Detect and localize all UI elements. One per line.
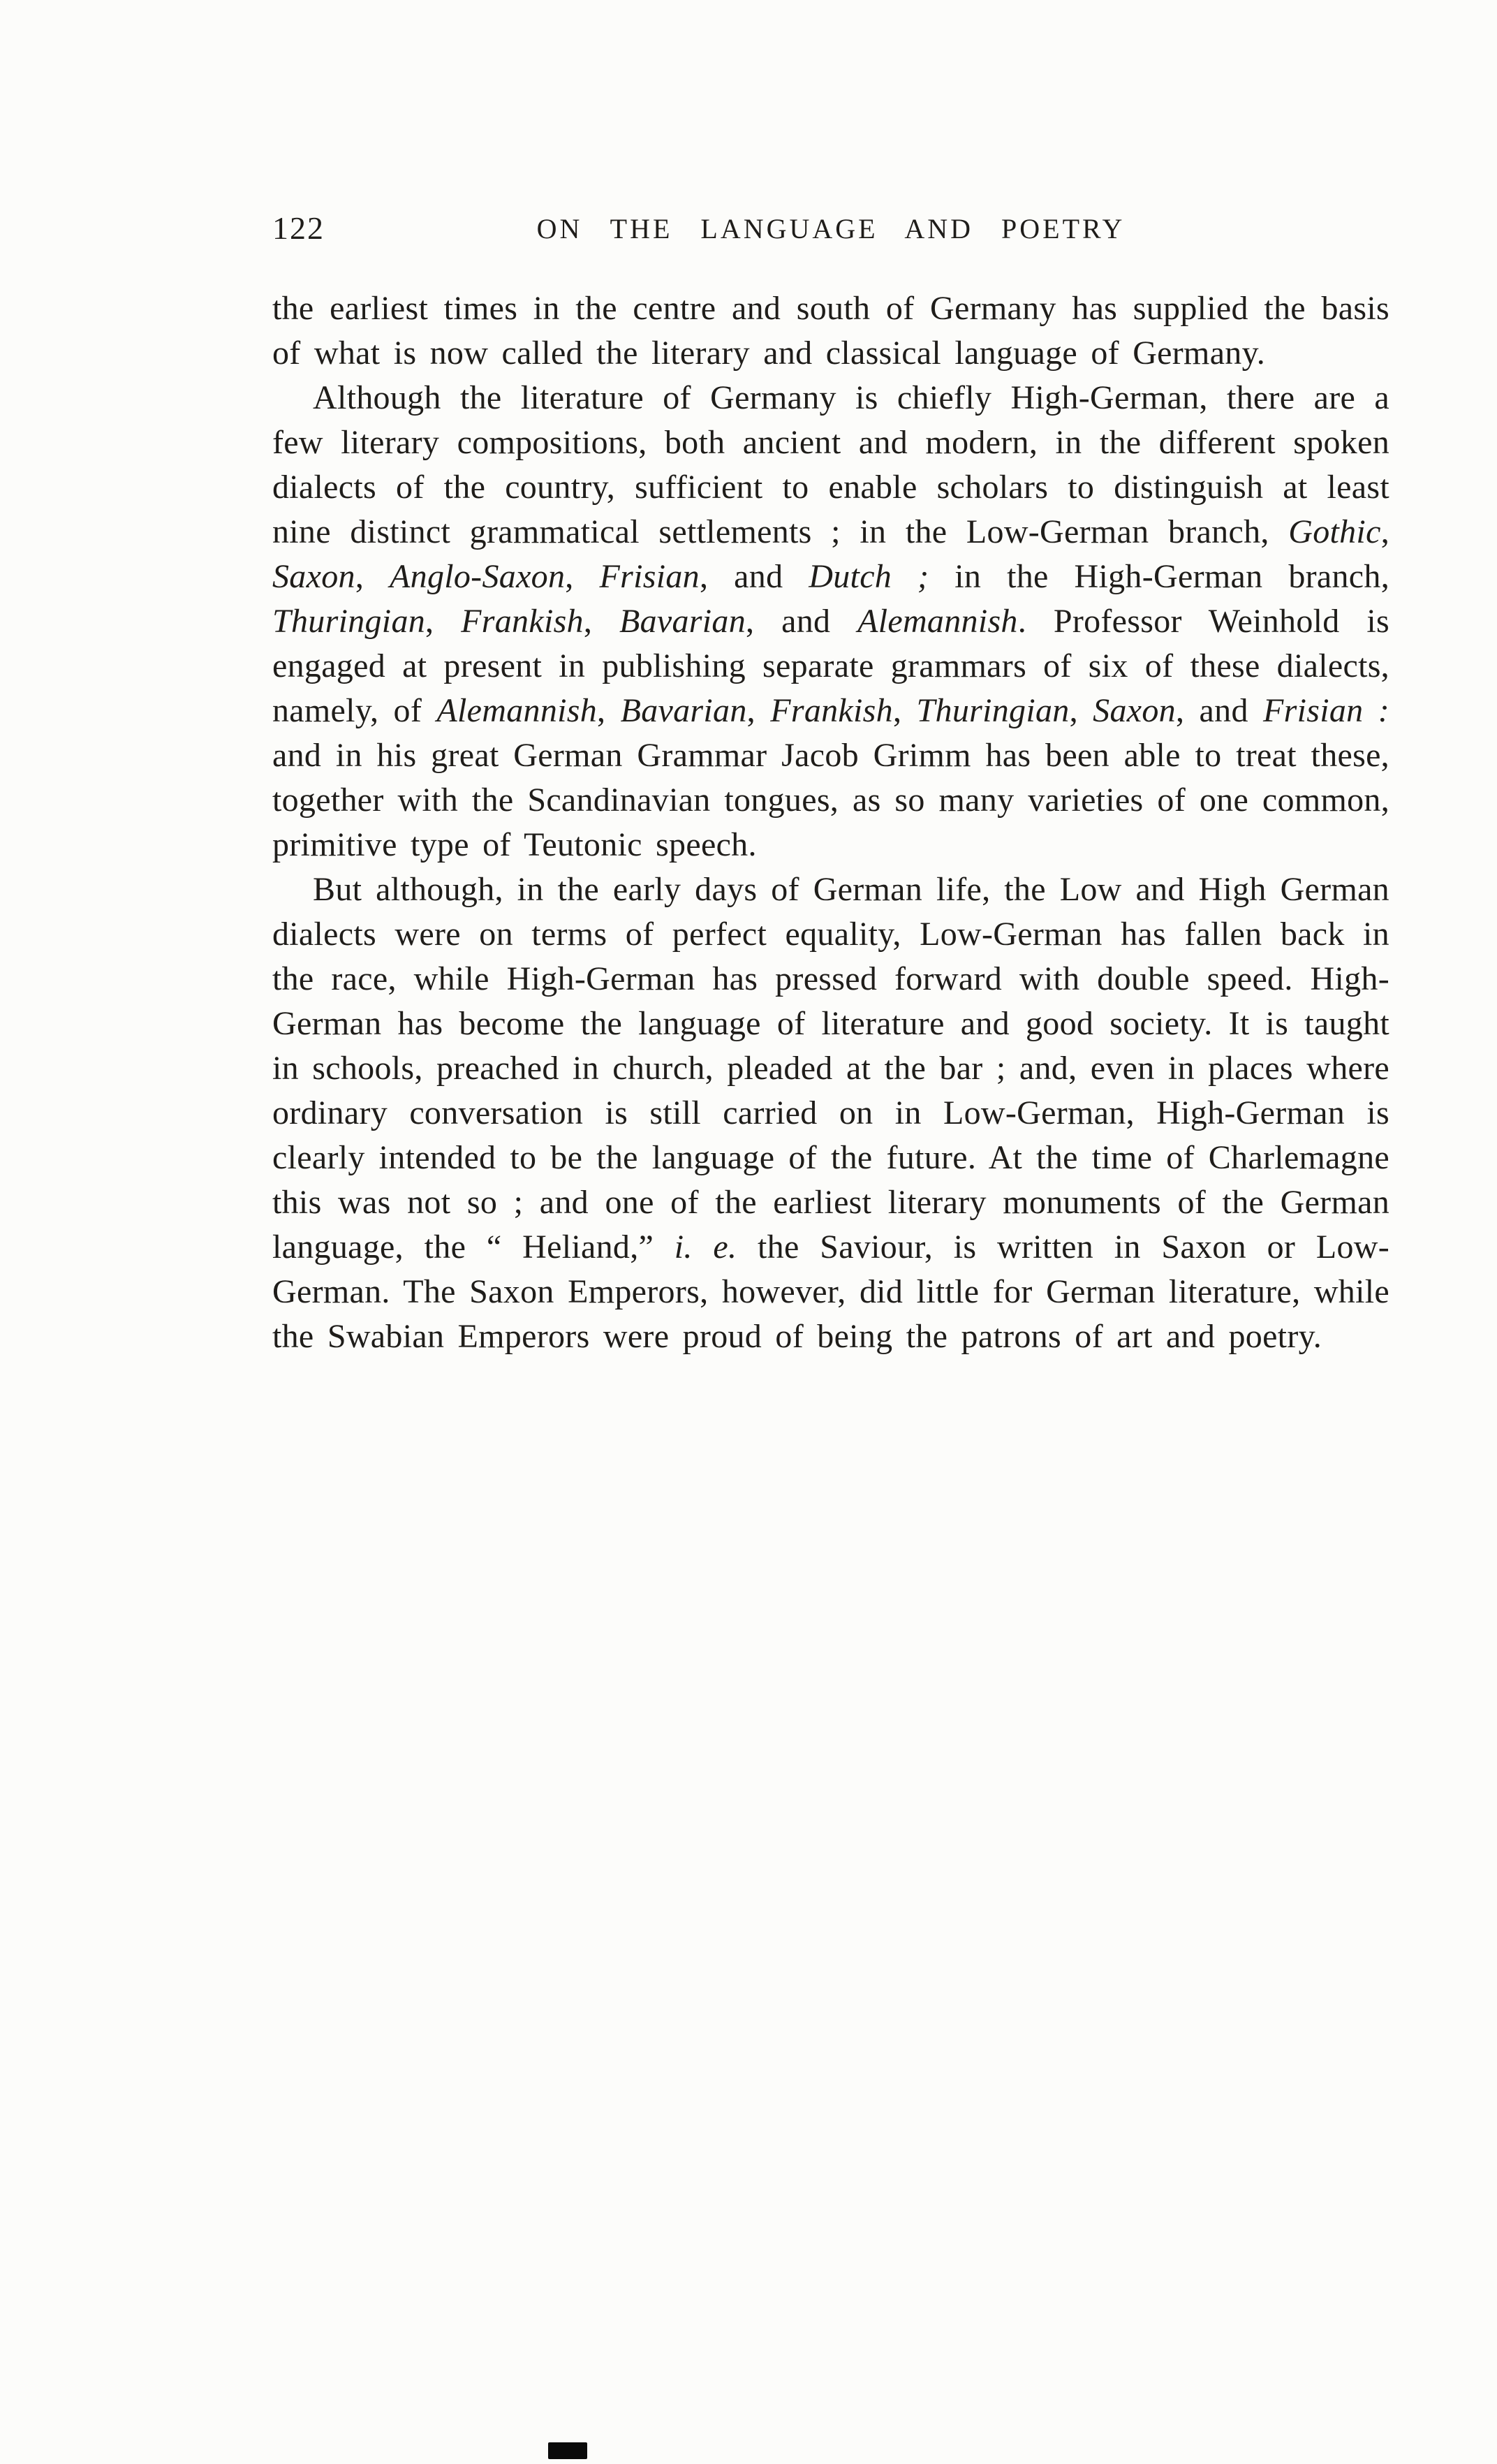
- italic-text-segment: Bavarian: [619, 603, 746, 640]
- paragraph: [272, 286, 1389, 376]
- italic-text-segment: Frisian :: [1263, 692, 1390, 729]
- text-segment: ,: [583, 603, 619, 640]
- italic-text-segment: Frisian: [599, 558, 700, 595]
- italic-text-segment: Thuringian: [916, 692, 1070, 729]
- text-segment: ,: [1380, 513, 1389, 550]
- italic-text-segment: i. e.: [674, 1229, 737, 1266]
- text-segment: in the High-German branch,: [929, 558, 1390, 595]
- body-text: [272, 286, 1389, 1359]
- text-segment: But although, in the early days of German life, the Low and High German dialects were on terms of perfect equality, Low-German has fallen back in the race, while High-German has pressed forward with double speed. High-German has become the language of literature and good society. It is taught in schools, preached in church, pleaded at the bar ; and, even in places where ordinary conversation is still carried on in Low-German, High-German is clearly intended to be the language of the future. At the time of Charlemagne this was not so ; and one of the earliest literary monuments of the German language, the “ Heliand,”: [272, 871, 1389, 1266]
- text-segment: . Professor Weinhold is engaged at present in publishing separate grammars of six of these dialects, namely, of: [272, 603, 1389, 729]
- italic-text-segment: Bavarian: [620, 692, 747, 729]
- paragraph: [272, 376, 1389, 867]
- running-header: ON THE LANGUAGE AND POETRY: [536, 213, 1126, 244]
- text-segment: ,: [425, 603, 462, 640]
- italic-text-segment: Frankish: [770, 692, 893, 729]
- paragraph: [272, 867, 1389, 1359]
- italic-text-segment: Anglo-Saxon: [390, 558, 566, 595]
- italic-text-segment: Alemannish: [857, 603, 1018, 640]
- scan-artifact: [548, 2442, 587, 2459]
- text-segment: ,: [746, 692, 771, 729]
- text-segment: ,: [1069, 692, 1093, 729]
- text-segment: ,: [597, 692, 621, 729]
- page-number: 122: [272, 210, 325, 246]
- text-segment: ,: [565, 558, 600, 595]
- text-segment: , and: [699, 558, 809, 595]
- page-header: [272, 210, 1389, 258]
- text-segment: , and: [746, 603, 858, 640]
- italic-text-segment: Saxon: [272, 558, 355, 595]
- italic-text-segment: Dutch ;: [809, 558, 929, 595]
- text-segment: , and: [1175, 692, 1264, 729]
- italic-text-segment: Thuringian: [272, 603, 426, 640]
- text-segment: ,: [355, 558, 390, 595]
- text-segment: Although the literature of Germany is chiefly High-German, there are a few literary compositions, both ancient and modern, in the different spoken dialects of the country, sufficient to enable scholars to distinguish at least nine distinct grammatical settlements ; in the Low-German branch,: [272, 379, 1389, 550]
- italic-text-segment: Saxon: [1093, 692, 1176, 729]
- italic-text-segment: Gothic: [1288, 513, 1381, 550]
- text-segment: ,: [892, 692, 917, 729]
- text-segment: the earliest times in the centre and south of Germany has supplied the basis of what is now called the literary and classical language of Germany.: [272, 290, 1389, 372]
- italic-text-segment: Alemannish: [436, 692, 598, 729]
- italic-text-segment: Frankish: [461, 603, 584, 640]
- text-segment: and in his great German Grammar Jacob Grimm has been able to treat these, together with the Scandinavian tongues, as so many varieties of one common, primitive type of Teutonic speech.: [272, 737, 1389, 863]
- text-segment: the Saviour, is written in Saxon or Low-German. The Saxon Emperors, however, did little for German literature, while the Swabian Emperors were proud of being the patrons of art and poetry.: [272, 1229, 1390, 1355]
